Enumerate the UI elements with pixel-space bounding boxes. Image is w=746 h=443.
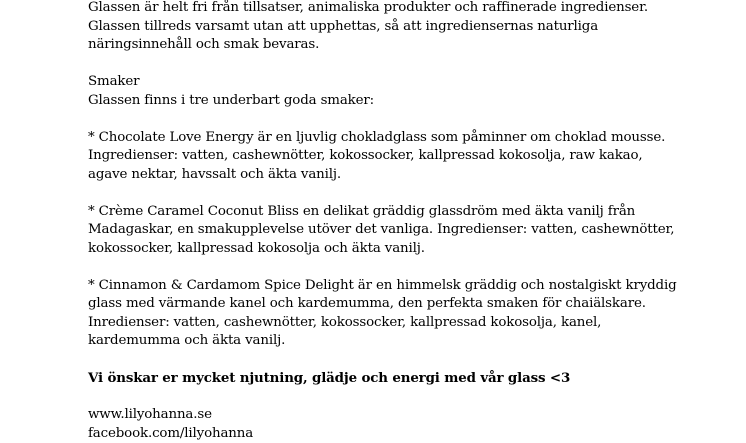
paragraph-gap [88,110,718,129]
document-body [88,0,718,443]
facebook-link[interactable]: facebook.com/lilyohanna [88,425,718,443]
website-link[interactable]: www.lilyohanna.se [88,406,718,425]
flavor-caramel-line-2: Madagaskar, en smakupplevelse utöver det vanliga. Ingredienser: vatten, cashewnötter, [88,221,718,240]
intro-line-2: Glassen tillreds varsamt utan att upphettas, så att ingrediensernas naturliga [88,18,718,37]
flavor-chocolate-line-3: agave nektar, havssalt och äkta vanilj. [88,166,718,185]
closing-line: Vi önskar er mycket njutning, glädje och energi med vår glass <3 [88,369,718,388]
paragraph-gap [88,258,718,277]
flavor-caramel-line-1: * Crème Caramel Coconut Bliss en delikat gräddig glassdröm med äkta vanilj från [88,203,718,222]
paragraph-gap [88,388,718,407]
intro-line-1: Glassen är helt fri från tillsatser, animaliska produkter och raffinerade ingredienser. [88,0,718,18]
flavor-chocolate-line-2: Ingredienser: vatten, cashewnötter, kokossocker, kallpressad kokosolja, raw kakao, [88,147,718,166]
flavor-cinnamon-line-1: * Cinnamon & Cardamom Spice Delight är en himmelsk gräddig och nostalgiskt kryddig [88,277,718,296]
flavors-heading: Smaker [88,73,718,92]
paragraph-gap [88,351,718,370]
paragraph-gap [88,184,718,203]
flavor-chocolate-line-1: * Chocolate Love Energy är en ljuvlig chokladglass som påminner om choklad mousse. [88,129,718,148]
flavors-intro: Glassen finns i tre underbart goda smaker: [88,92,718,111]
paragraph-gap [88,55,718,74]
flavor-cinnamon-line-3: Inredienser: vatten, cashewnötter, kokossocker, kallpressad kokosolja, kanel, [88,314,718,333]
intro-line-3: näringsinnehåll och smak bevaras. [88,36,718,55]
flavor-caramel-line-3: kokossocker, kallpressad kokosolja och äkta vanilj. [88,240,718,259]
flavor-cinnamon-line-4: kardemumma och äkta vanilj. [88,332,718,351]
flavor-cinnamon-line-2: glass med värmande kanel och kardemumma, den perfekta smaken för chaiälskare. [88,295,718,314]
